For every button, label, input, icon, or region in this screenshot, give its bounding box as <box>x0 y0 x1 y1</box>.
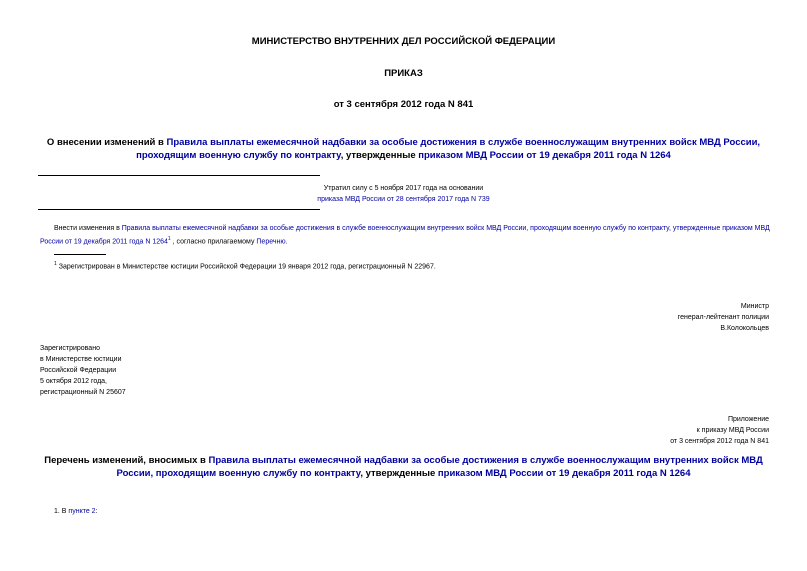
item-end: : <box>95 508 98 515</box>
footnote-mark: 1 <box>54 261 57 267</box>
body-middle: , согласно прилагаемому <box>170 238 257 246</box>
list-title-middle: , утвержденные <box>360 468 438 479</box>
signature-position: Министр <box>740 303 769 310</box>
list-title-prefix: Перечень изменений, вносимых в <box>44 455 209 466</box>
appendix-line: Приложение <box>727 416 769 423</box>
body-end: . <box>285 238 288 246</box>
divider-bottom <box>38 209 320 210</box>
signature-name: В.Колокольцев <box>720 325 769 332</box>
appendix-line: к приказу МВД России <box>696 427 769 434</box>
item-prefix: 1. В <box>54 508 69 515</box>
registration-line: Зарегистрировано <box>40 345 100 352</box>
order-title-prefix: О внесении изменений в <box>46 137 167 148</box>
footnote-ref[interactable]: 1 <box>167 236 171 242</box>
doc-date-heading: от 3 сентября 2012 года N 841 <box>333 99 474 110</box>
list-item <box>54 506 98 517</box>
registration-line: Российской Федерации <box>40 367 117 374</box>
point-2-link[interactable]: пункте 2 <box>68 508 96 515</box>
signature-rank: генерал-лейтенант полиции <box>677 314 769 321</box>
order-1264-link[interactable]: приказом МВД России от 19 декабря 2011 года N 1264 <box>418 150 671 161</box>
footnote <box>54 259 770 272</box>
doc-type-heading: ПРИКАЗ <box>384 68 423 79</box>
body-paragraph <box>40 223 770 247</box>
appendix-line: от 3 сентября 2012 года N 841 <box>670 438 769 445</box>
list-rules-link[interactable]: Правила выплаты ежемесячной надбавки за особые достижения в службе военнослужащим внутренних войск МВД России, проходящим военную службу по контракту <box>116 455 763 479</box>
registration-line: 5 октября 2012 года, <box>40 378 108 385</box>
divider-top <box>38 175 320 176</box>
registration-line: в Министерстве юстиции <box>40 356 122 363</box>
status-link[interactable]: приказа МВД России от 28 сентября 2017 года N 739 <box>317 196 490 203</box>
rules-link[interactable]: Правила выплаты ежемесячной надбавки за особые достижения в службе военнослужащим внутренних войск МВД России, проходящим военную службу по контракту <box>136 137 761 161</box>
body-rules-link[interactable]: Правила выплаты ежемесячной надбавки за особые достижения в службе военнослужащим внутренних войск МВД России, проходящим военную службу по контракту, утвержденные приказом МВД России от 19 декабря 2011 года N 1264 <box>40 225 770 246</box>
order-title <box>40 136 767 162</box>
list-title <box>40 454 767 480</box>
body-prefix: Внести изменения в <box>54 225 122 232</box>
registration-line: регистрационный N 25607 <box>40 389 126 396</box>
ministry-heading: МИНИСТЕРСТВО ВНУТРЕННИХ ДЕЛ РОССИЙСКОЙ ФЕДЕРАЦИИ <box>251 36 556 47</box>
appendix-block <box>469 414 769 447</box>
status-line: Утратил силу с 5 ноября 2017 года на основании <box>323 185 484 192</box>
list-order-1264-link[interactable]: приказом МВД России от 19 декабря 2011 года N 1264 <box>437 468 691 479</box>
order-title-middle: , утвержденные <box>340 150 419 161</box>
registration-block <box>40 343 340 398</box>
footnote-text: Зарегистрирован в Министерстве юстиции Российской Федерации 19 января 2012 года, регистрационный N 22967. <box>56 263 436 271</box>
footnote-divider <box>54 254 106 255</box>
list-link[interactable]: Перечню <box>256 238 286 246</box>
signature-block <box>469 301 769 334</box>
